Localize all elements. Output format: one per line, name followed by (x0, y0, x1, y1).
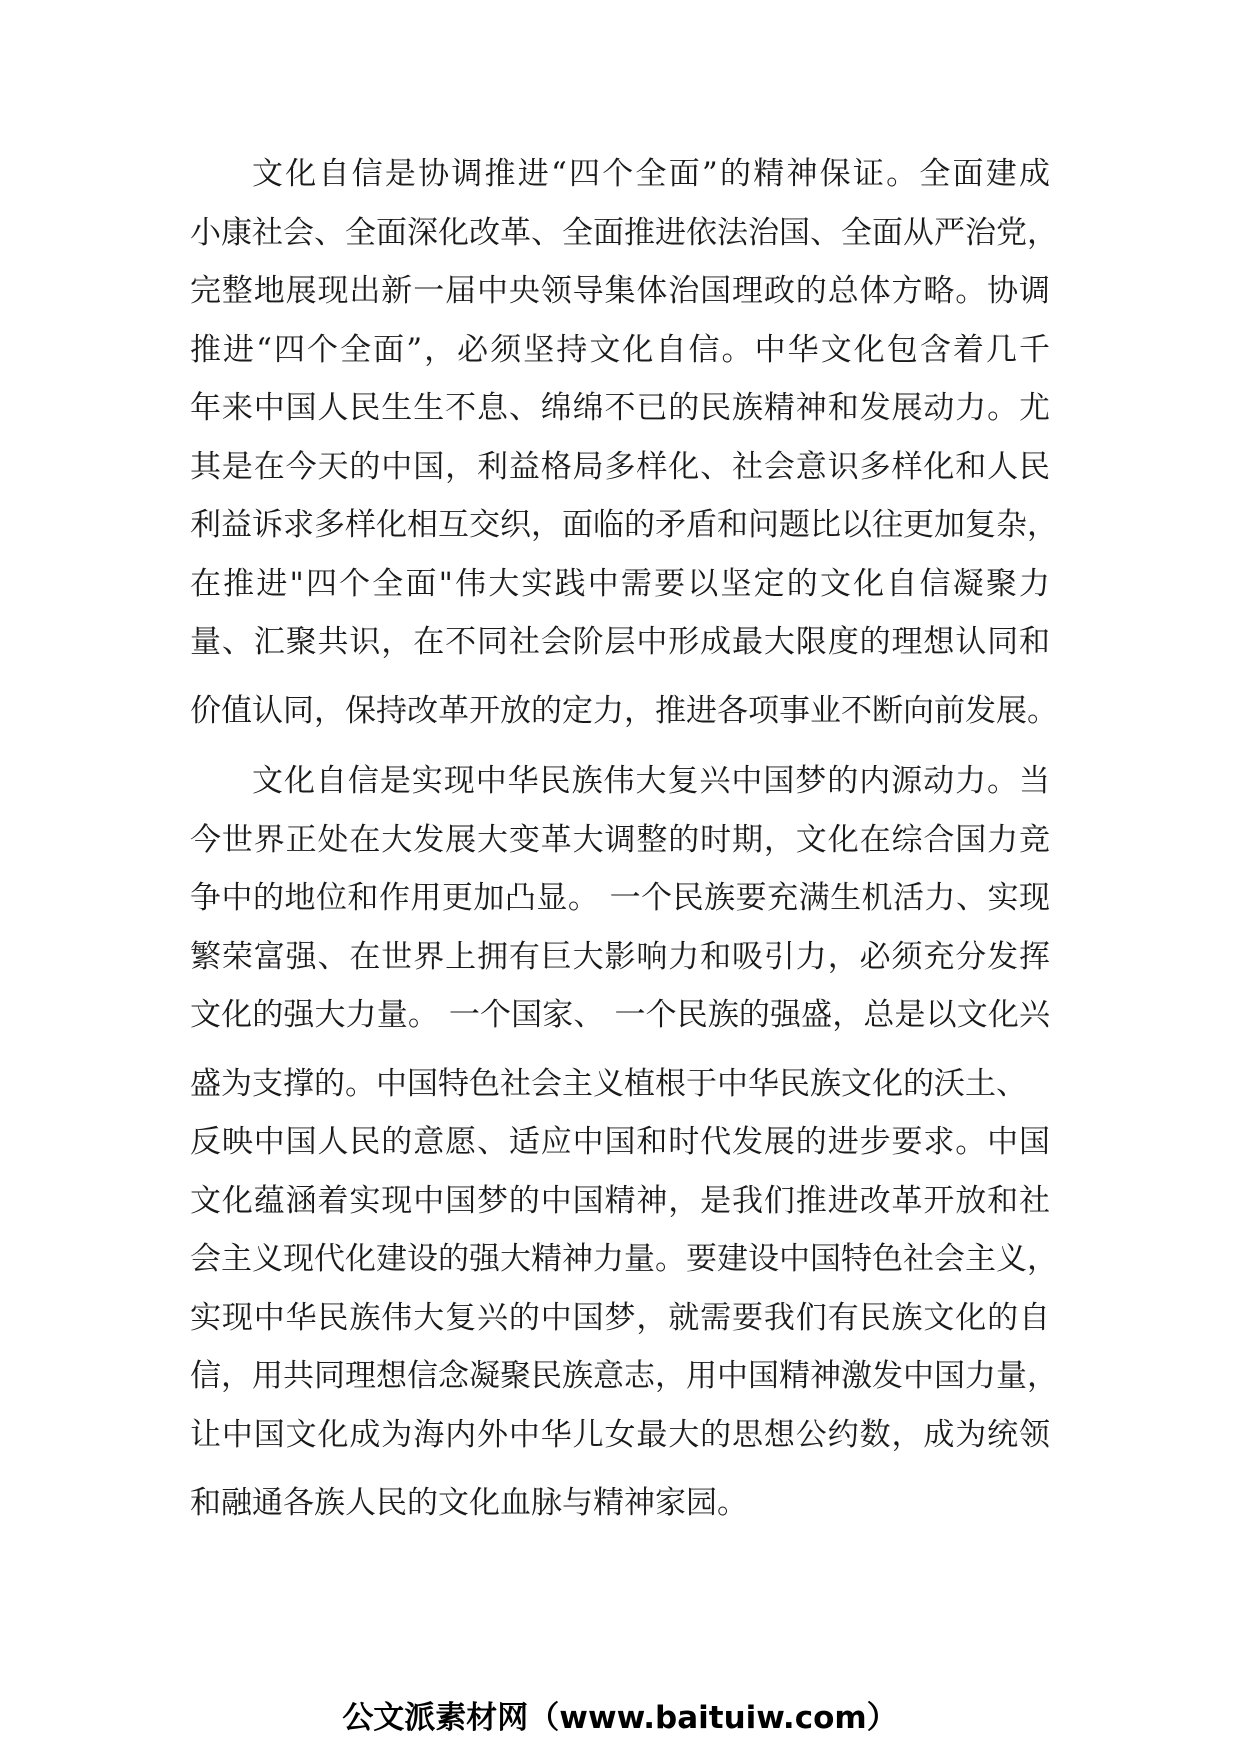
paragraph-2 (190, 752, 1058, 1533)
text-line: 会主义现代化建设的强大精神力量。要建设中国特色社会主义， (190, 1241, 1058, 1277)
text-line: 和融通各族人民的文化血脉与精神家园。 (190, 1485, 748, 1521)
text-line: 文化自信是实现中华民族伟大复兴中国梦的内源动力。当 (252, 763, 1050, 799)
text-line: 其是在今天的中国，利益格局多样化、社会意识多样化和人民 (190, 448, 1050, 485)
text-line: 文化自信是协调推进“四个全面”的精神保证。全面建成 (252, 156, 1050, 192)
paragraph-spacer (190, 740, 1050, 752)
text-line: 完整地展现出新一届中央领导集体治国理政的总体方略。协调 (190, 273, 1050, 309)
text-line: 利益诉求多样化相互交织，面临的矛盾和问题比以往更加复杂， (190, 507, 1058, 543)
body-text (190, 145, 1058, 1533)
text-line: 繁荣富强、在世界上拥有巨大影响力和吸引力，必须充分发挥 (190, 938, 1050, 975)
text-line: 让中国文化成为海内外中华儿女最大的思想公约数，成为统领 (190, 1416, 1050, 1453)
footer-source-label: 公文派素材网（www.baituiw.com） (342, 1700, 898, 1736)
text-line: 信，用共同理想信念凝聚民族意志，用中国精神激发中国力量， (190, 1358, 1058, 1394)
text-line: 小康社会、全面深化改革、全面推进依法治国、全面从严治党， (190, 214, 1058, 251)
text-line: 在推进"四个全面"伟大实践中需要以坚定的文化自信凝聚力 (190, 565, 1050, 602)
text-line: 价值认同，保持改革开放的定力，推进各项事业不断向前发展。 (190, 692, 1058, 729)
text-line: 推进“四个全面”，必须坚持文化自信。中华文化包含着几千 (190, 331, 1050, 368)
text-line: 文化的强大力量。 一个国家、 一个民族的强盛，总是以文化兴 (190, 997, 1050, 1033)
text-line: 文化蕴涵着实现中国梦的中国精神，是我们推进改革开放和社 (190, 1182, 1050, 1219)
text-line: 争中的地位和作用更加凸显。 一个民族要充满生机活力、实现 (190, 880, 1050, 916)
text-line: 量、汇聚共识，在不同社会阶层中形成最大限度的理想认同和 (190, 624, 1050, 660)
text-line: 年来中国人民生生不息、绵绵不已的民族精神和发展动力。尤 (190, 390, 1050, 426)
text-line: 盛为支撑的。中国特色社会主义植根于中华民族文化的沃土、 (190, 1065, 1027, 1102)
text-line: 反映中国人民的意愿、适应中国和时代发展的进步要求。中国 (190, 1124, 1050, 1160)
paragraph-1 (190, 145, 1058, 740)
text-line: 实现中华民族伟大复兴的中国梦，就需要我们有民族文化的自 (190, 1299, 1050, 1336)
text-line: 今世界正处在大发展大变革大调整的时期，文化在综合国力竞 (190, 821, 1050, 858)
